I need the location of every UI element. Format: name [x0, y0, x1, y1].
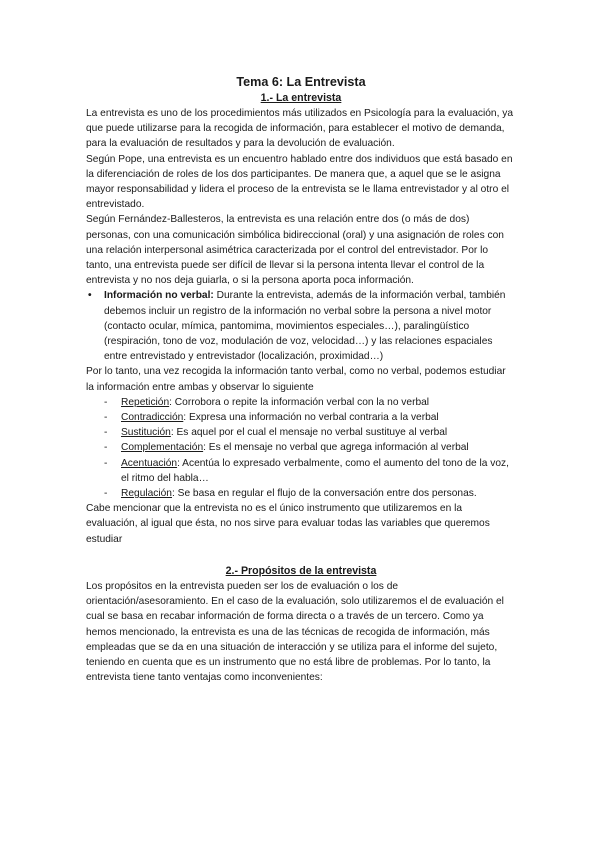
- bullet-symbol: •: [88, 290, 92, 302]
- term-regulacion: Regulación: [121, 488, 172, 500]
- document-title: Tema 6: La Entrevista: [236, 75, 366, 89]
- dash-symbol: -: [104, 457, 108, 469]
- dash-symbol: -: [104, 488, 108, 500]
- bullet-lead: Información no verbal:: [104, 290, 214, 302]
- term-contradiccion: Contradicción: [121, 412, 184, 424]
- dash-symbol: -: [104, 396, 108, 408]
- list-item-regulacion: [86, 486, 516, 501]
- text-sustitucion: : Es aquel por el cual el mensaje no verbal sustituye al verbal: [170, 427, 448, 439]
- bullet-nonverbal-info: [86, 288, 516, 364]
- paragraph-fernandez-ballesteros: Según Fernández-Ballesteros, la entrevista es una relación entre dos (o más de dos) personas, con una comunicación simbólica bidireccional (oral) y una asignación de roles con una relación interpersonal asimétrica caracterizada por el control del entrevistador. Por lo tanto, una entrevista puede ser difícil de llevar si la persona intenta llevar el control de la entrevista y no nos deja guiarla, o si la persona aporta poca información.: [86, 214, 504, 287]
- paragraph-definition: La entrevista es uno de los procedimientos más utilizados en Psicología para la evaluación, ya que puede utilizarse para la recogida de información, para establecer el motivo de demanda, para la evaluación de resultados y para la devolución de evaluación.: [86, 108, 513, 150]
- text-contradiccion: : Expresa una información no verbal contraria a la verbal: [183, 412, 439, 424]
- term-repeticion: Repetición: [121, 396, 170, 408]
- text-complementacion: : Es el mensaje no verbal que agrega información al verbal: [203, 442, 469, 454]
- bullet-text: Durante la entrevista, además de la información verbal, también debemos incluir un registro de la información no verbal sobre la persona a nivel motor (contacto ocular, mímica, pantomima, movimientos especiales…), paralingüístico (respiración, tono de voz, modulación de voz, velocidad…) y las relaciones espaciales entre entrevistado y entrevistador (localización, proximidad…): [104, 290, 506, 363]
- dash-symbol: -: [104, 442, 108, 454]
- list-item-contradiccion: [86, 410, 516, 425]
- term-acentuacion: Acentuación: [121, 457, 178, 469]
- relations-list: [86, 395, 516, 501]
- text-regulacion: : Se basa en regular el flujo de la conversación entre dos personas.: [171, 488, 477, 500]
- paragraph-after-bullet: Por lo tanto, una vez recogida la información tanto verbal, como no verbal, podemos estudiar la información entre ambas y observar lo siguiente: [86, 366, 506, 393]
- term-complementacion: Complementación: [121, 442, 204, 454]
- section-2-heading: 2.- Propósitos de la entrevista: [225, 564, 377, 577]
- dash-symbol: -: [104, 427, 108, 439]
- term-sustitucion: Sustitución: [121, 427, 171, 439]
- list-item-repeticion: [86, 395, 516, 410]
- text-repeticion: : Corrobora o repite la información verbal con la no verbal: [169, 396, 430, 408]
- list-item-acentuacion: [86, 456, 516, 486]
- paragraph-purposes: Los propósitos en la entrevista pueden ser los de evaluación o los de orientación/asesoramiento. En el caso de la evaluación, solo utilizaremos el de evaluación el cual se basa en recabar información de forma directa o a través de un tercero. Como ya hemos mencionado, la entrevista es una de las técnicas de recogida de información, más empleadas que se da en una situación de interacción y se utiliza para el informe del sujeto, teniendo en cuenta que es un instrumento que no está libre de problemas. Por lo tanto, la entrevista tiene tanto ventajas como inconvenientes:: [86, 580, 504, 684]
- list-item-complementacion: [86, 440, 516, 455]
- section-1-heading: 1.- La entrevista: [260, 92, 342, 104]
- paragraph-pope: Según Pope, una entrevista es un encuentro hablado entre dos individuos que está basado en la diferenciación de roles de los dos participantes. De manera que, a aquel que se le asigna mayor responsabilidad y lidera el proceso de la entrevista se le llama entrevistador y al otro el entrevistado.: [86, 153, 513, 211]
- list-item-sustitucion: [86, 425, 516, 440]
- paragraph-closing: Cabe mencionar que la entrevista no es el único instrumento que utilizaremos en la evaluación, al igual que ésta, no nos sirve para evaluar todas las variables que queremos estudiar: [86, 503, 490, 545]
- text-acentuacion: : Acentúa lo expresado verbalmente, como el aumento del tono de la voz, el ritmo del habla…: [121, 457, 509, 484]
- dash-symbol: -: [104, 412, 108, 424]
